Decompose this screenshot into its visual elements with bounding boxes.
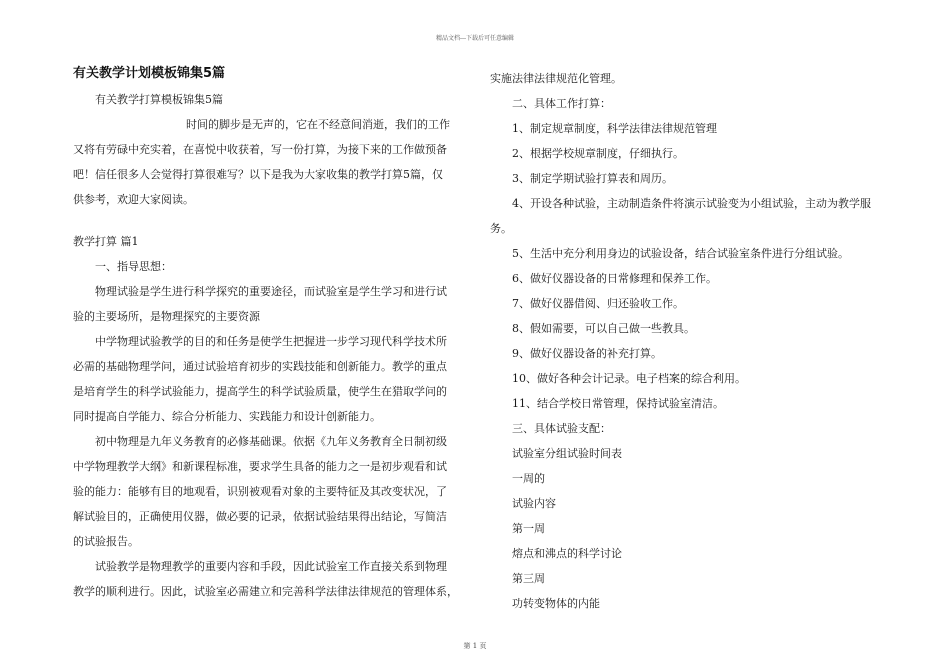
body-line: 同时提高自学能力、综合分析能力、实践能力和设计创新能力。 <box>73 410 381 423</box>
section-heading: 三、具体试验支配： <box>512 422 611 435</box>
list-item: 11、结合学校日常管理，保持试验室清洁。 <box>512 397 724 410</box>
list-item-continuation: 务。 <box>490 222 512 235</box>
section-heading: 教学打算 篇1 <box>73 235 139 248</box>
body-line: 中学物理教学大纲》和新课程标准，要求学生具备的能力之一是初步观看和试 <box>73 460 447 473</box>
document-title: 有关教学计划模板锦集5篇 <box>73 66 226 81</box>
body-line: 试验教学是物理教学的重要内容和手段，因此试验室工作直接关系到物理 <box>95 560 447 573</box>
list-item: 4、开设各种试验，主动制造条件将演示试验变为小组试验，主动为教学服 <box>512 197 871 210</box>
schedule-line: 第三周 <box>512 572 545 585</box>
schedule-line: 功转变物体的内能 <box>512 597 600 610</box>
body-line: 实施法律法律规范化管理。 <box>490 72 622 85</box>
list-item: 9、做好仪器设备的补充打算。 <box>512 347 662 360</box>
left-column <box>73 66 463 604</box>
list-item: 5、生活中充分利用身边的试验设备，结合试验室条件进行分组试验。 <box>512 247 849 260</box>
body-line: 是培育学生的科学试验能力，提高学生的科学试验质量，使学生在猎取学问的 <box>73 385 447 398</box>
schedule-line: 第一周 <box>512 522 545 535</box>
list-item: 10、做好各种会计记录。电子档案的综合利用。 <box>512 372 746 385</box>
guiding-heading: 一、指导思想： <box>95 260 172 273</box>
body-line: 的试验报告。 <box>73 535 139 548</box>
intro-line: 又将有劳碌中充实着，在喜悦中收获着，写一份打算，为接下来的工作做预备 <box>73 143 447 156</box>
list-item: 3、制定学期试验打算表和周历。 <box>512 172 673 185</box>
schedule-line: 熔点和沸点的科学讨论 <box>512 547 622 560</box>
body-line: 必需的基础物理学问，通过试验培育初步的实践技能和创新能力。教学的重点 <box>73 360 447 373</box>
intro-line: 时间的脚步是无声的，它在不经意间消逝，我们的工作 <box>186 118 450 131</box>
schedule-line: 试验室分组试验时间表 <box>512 447 622 460</box>
list-item: 6、做好仪器设备的日常修理和保养工作。 <box>512 272 717 285</box>
schedule-line: 试验内容 <box>512 497 556 510</box>
header-note: 精品文档---下载后可任意编辑 <box>435 35 515 42</box>
body-line: 解试验目的，正确使用仪器，做必要的记录，依据试验结果得出结论，写简洁 <box>73 510 447 523</box>
right-column <box>490 66 885 616</box>
body-line: 验的能力：能够有目的地观看，识别被观看对象的主要特征及其改变状况，了 <box>73 485 447 498</box>
body-line: 中学物理试验教学的目的和任务是使学生把握进一步学习现代科学技术所 <box>95 335 447 348</box>
document-subtitle: 有关教学打算模板锦集5篇 <box>95 93 223 106</box>
list-item: 7、做好仪器借阅、归还验收工作。 <box>512 297 684 310</box>
body-line: 教学的顺利进行。因此，试验室必需建立和完善科学法律法律规范的管理体系， <box>73 585 458 598</box>
list-item: 1、制定规章制度，科学法律法律规范管理 <box>512 122 717 135</box>
intro-line: 供参考，欢迎大家阅读。 <box>73 193 194 206</box>
body-line: 验的主要场所，是物理探究的主要资源 <box>73 310 260 323</box>
schedule-line: 一周的 <box>512 472 545 485</box>
list-item: 8、假如需要，可以自己做一些教具。 <box>512 322 695 335</box>
intro-line: 吧！信任很多人会觉得打算很难写？以下是我为大家收集的教学打算5篇，仅 <box>73 168 443 181</box>
body-line: 初中物理是九年义务教育的必修基础课。依据《九年义务教育全日制初级 <box>95 435 447 448</box>
body-line: 物理试验是学生进行科学探究的重要途径，而试验室是学生学习和进行试 <box>95 285 447 298</box>
section-heading: 二、具体工作打算： <box>512 97 611 110</box>
page-number: 第 1 页 <box>463 642 487 650</box>
list-item: 2、根据学校规章制度，仔细执行。 <box>512 147 684 160</box>
